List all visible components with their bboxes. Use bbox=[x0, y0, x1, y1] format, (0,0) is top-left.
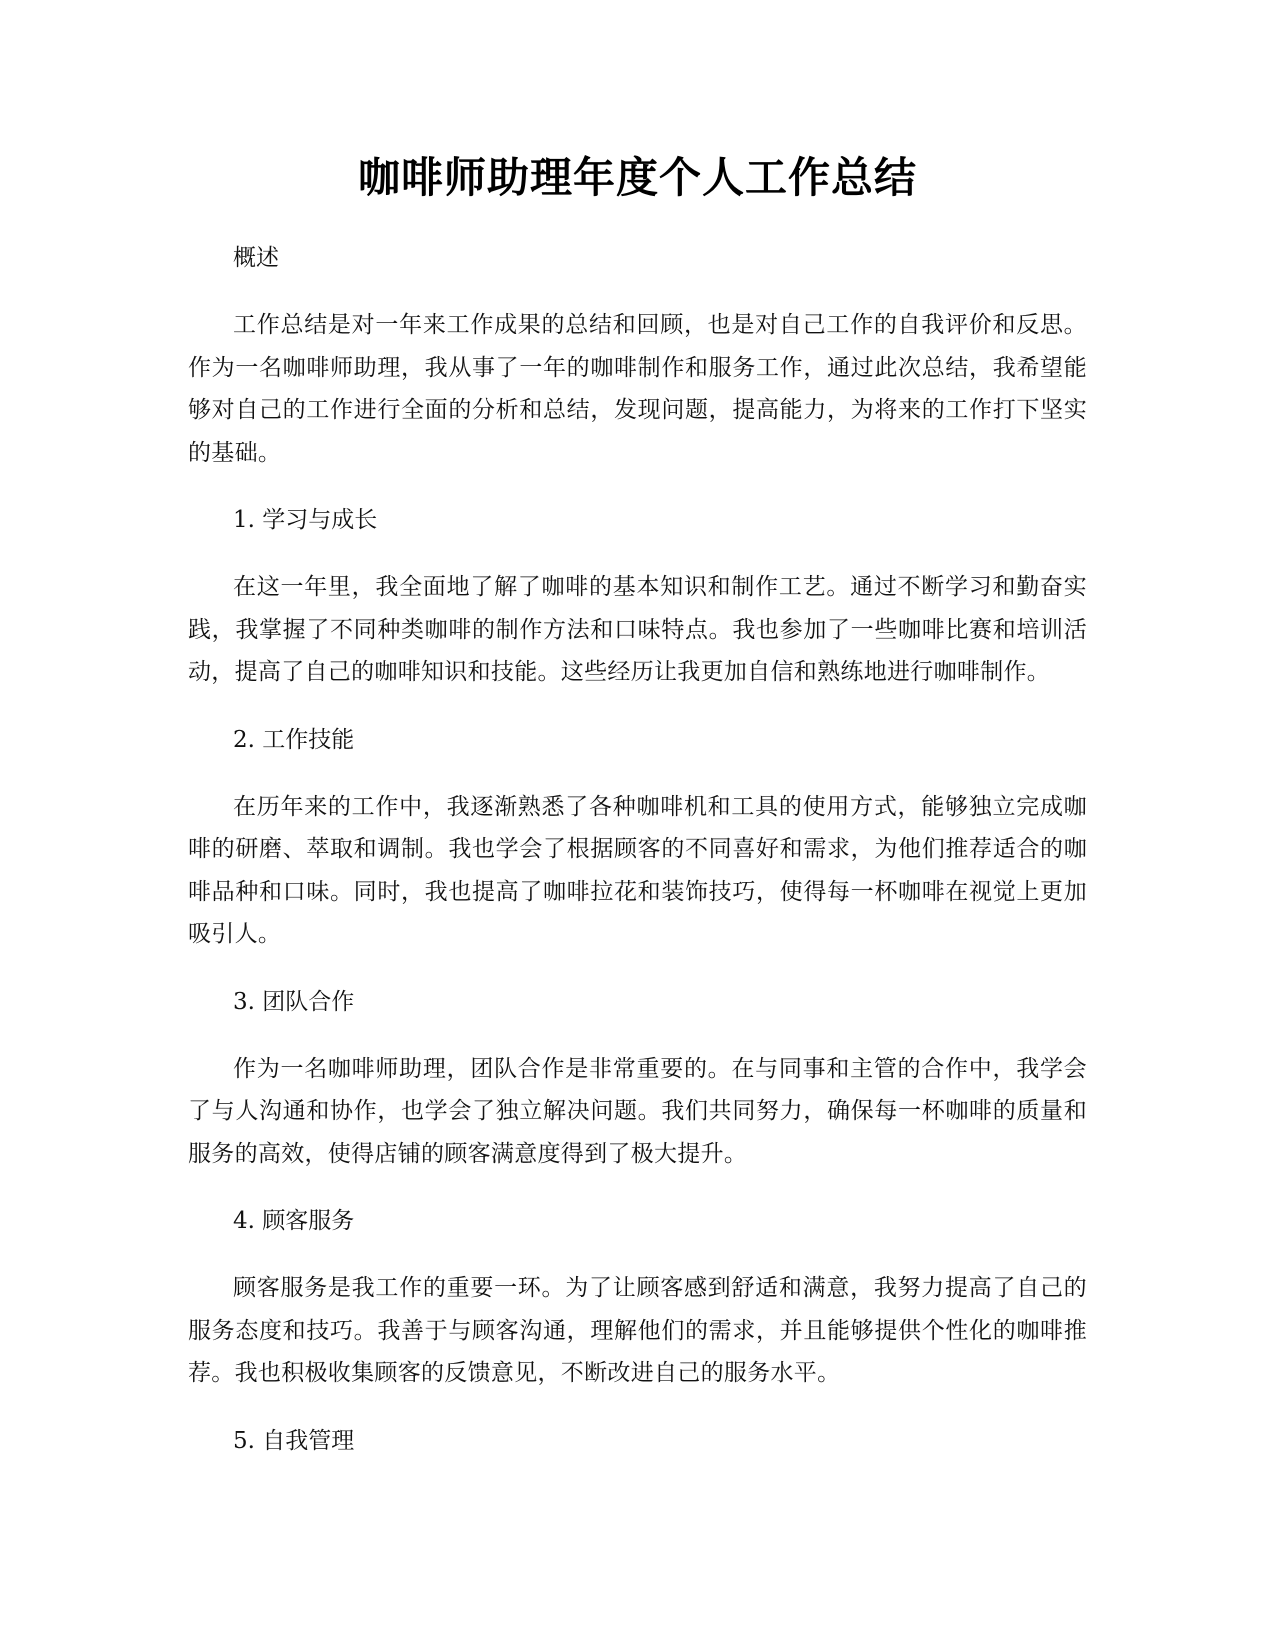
section-paragraph-customer-service: 顾客服务是我工作的重要一环。为了让顾客感到舒适和满意，我努力提高了自己的服务态度和技巧。我善于与顾客沟通，理解他们的需求，并且能够提供个性化的咖啡推荐。我也积极收集顾客的反馈意见，不断改进自己的服务水平。 bbox=[188, 1275, 1087, 1386]
section-paragraph-overview: 工作总结是对一年来工作成果的总结和回顾，也是对自己工作的自我评价和反思。作为一名咖啡师助理，我从事了一年的咖啡制作和服务工作，通过此次总结，我希望能够对自己的工作进行全面的分析和总结，发现问题，提高能力，为将来的工作打下坚实的基础。 bbox=[188, 312, 1087, 466]
section-heading-overview: 概述 bbox=[233, 245, 279, 271]
section-heading-self-management: 5. 自我管理 bbox=[233, 1427, 355, 1454]
section-paragraph-skills: 在历年来的工作中，我逐渐熟悉了各种咖啡机和工具的使用方式，能够独立完成咖啡的研磨、萃取和调制。我也学会了根据顾客的不同喜好和需求，为他们推荐适合的咖啡品种和口味。同时，我也提高了咖啡拉花和装饰技巧，使得每一杯咖啡在视觉上更加吸引人。 bbox=[188, 793, 1087, 947]
section-paragraph-learning: 在这一年里，我全面地了解了咖啡的基本知识和制作工艺。通过不断学习和勤奋实践，我掌握了不同种类咖啡的制作方法和口味特点。我也参加了一些咖啡比赛和培训活动，提高了自己的咖啡知识和技能。这些经历让我更加自信和熟练地进行咖啡制作。 bbox=[188, 574, 1087, 685]
document-title: 咖啡师助理年度个人工作总结 bbox=[357, 153, 917, 202]
section-paragraph-teamwork: 作为一名咖啡师助理，团队合作是非常重要的。在与同事和主管的合作中，我学会了与人沟通和协作，也学会了独立解决问题。我们共同努力，确保每一杯咖啡的质量和服务的高效，使得店铺的顾客满意度得到了极大提升。 bbox=[188, 1055, 1087, 1167]
section-heading-learning: 1. 学习与成长 bbox=[233, 507, 378, 533]
section-heading-teamwork: 3. 团队合作 bbox=[233, 988, 355, 1015]
section-heading-skills: 2. 工作技能 bbox=[233, 726, 355, 753]
section-heading-customer-service: 4. 顾客服务 bbox=[233, 1208, 355, 1234]
document-body bbox=[188, 237, 1087, 1487]
